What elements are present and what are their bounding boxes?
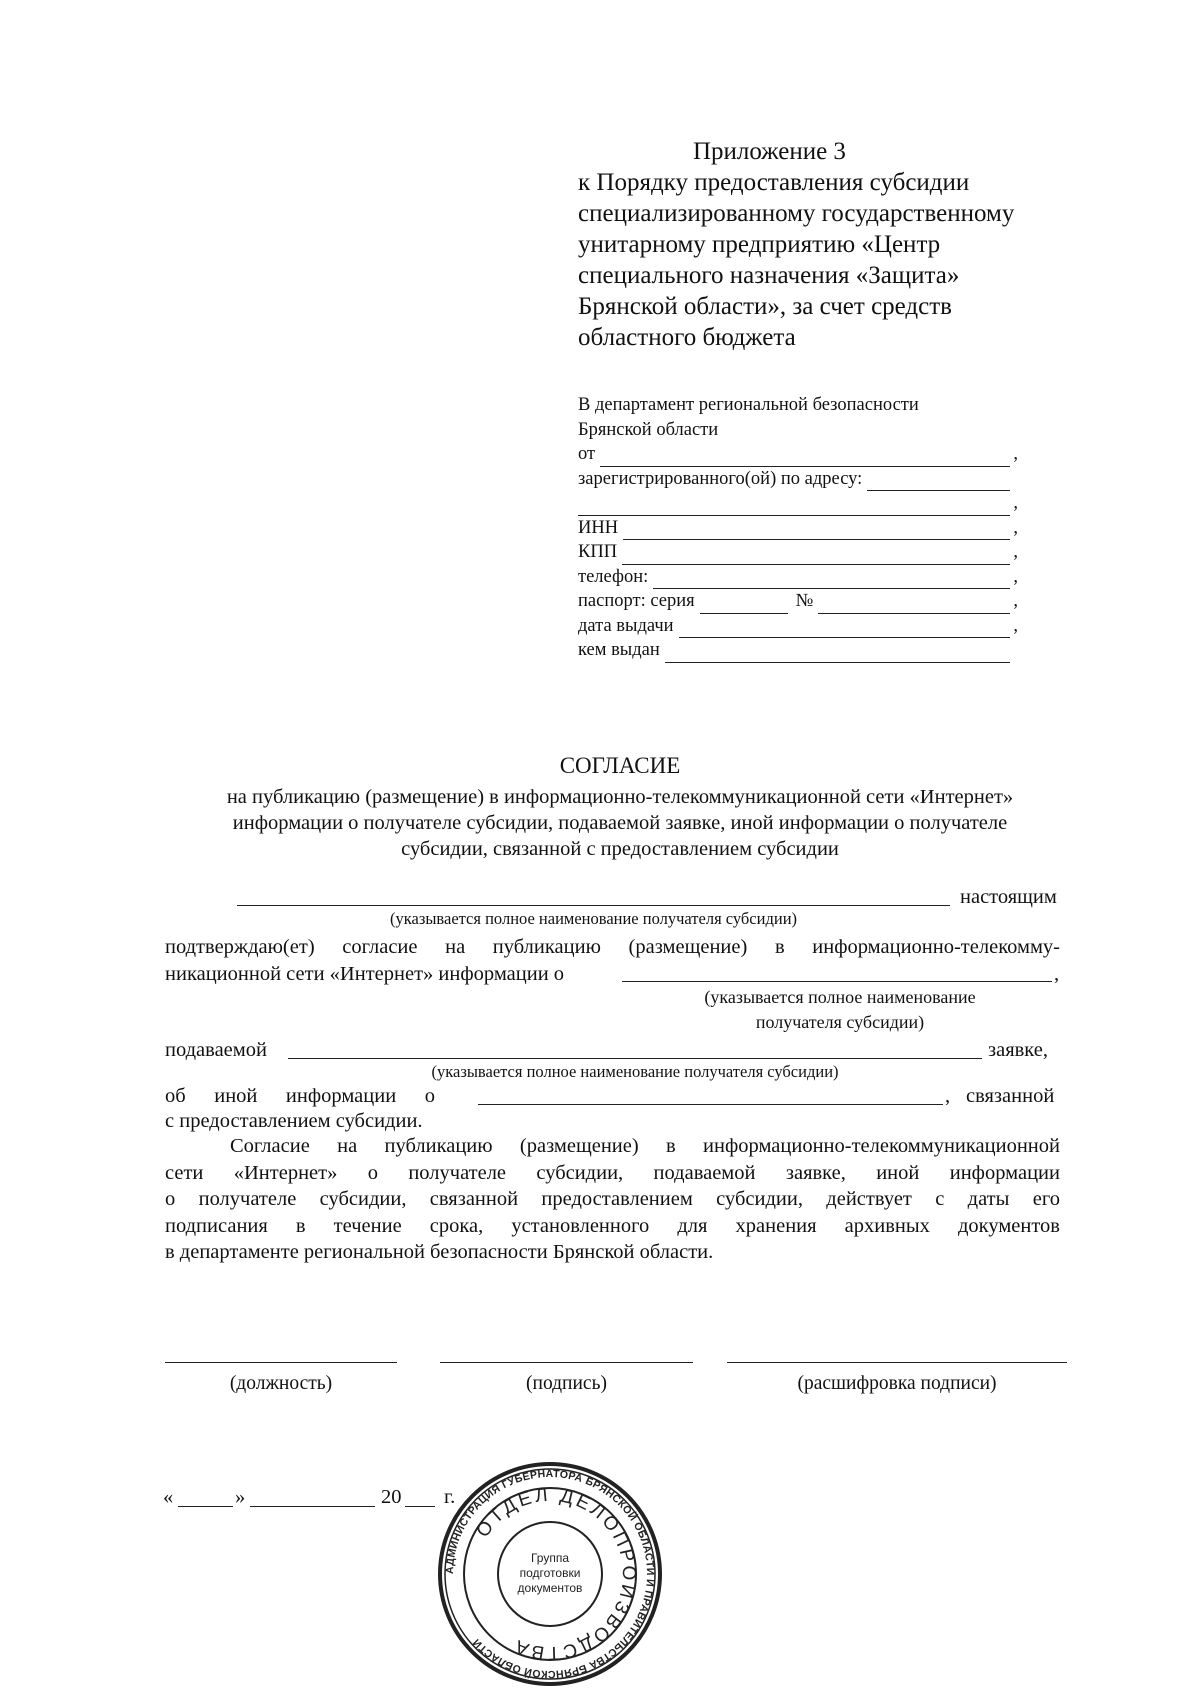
submitted-label: подаваемой xyxy=(165,1039,267,1061)
with-grant-label: с предоставлением субсидии. xyxy=(165,1110,423,1132)
annex-line: специализированному государственному xyxy=(578,200,1015,227)
other-info-label: об иной информации о xyxy=(165,1085,435,1107)
application-field[interactable] xyxy=(288,1058,982,1059)
date-open-quote: « xyxy=(163,1486,174,1508)
document-title: СОГЛАСИЕ xyxy=(559,753,681,778)
confirm-line-2: никационной сети «Интернет» информации о xyxy=(165,963,565,985)
passport-series-field[interactable] xyxy=(700,596,788,614)
stamp-ring-text: ОТДЕЛ ДЕЛОПРОИЗВОДСТВА xyxy=(472,1484,640,1664)
comma: , xyxy=(945,1085,951,1107)
annex-line: унитарному предприятию «Центр xyxy=(578,231,941,258)
address-field[interactable] xyxy=(867,473,1010,491)
annex-line: Брянской области», за счет средств xyxy=(578,293,952,320)
application-hint: (указывается полное наименование получателя субсидии) xyxy=(431,1062,839,1081)
signature-decoding-label: (расшифровка подписи) xyxy=(797,1373,997,1394)
info-recipient-field[interactable] xyxy=(622,981,1052,982)
annex-heading xyxy=(578,136,1178,353)
annex-line: Приложение 3 xyxy=(693,138,846,165)
consent-paragraph xyxy=(165,1133,1060,1266)
other-info-field[interactable] xyxy=(478,1104,943,1105)
address-row-2: , xyxy=(578,491,1018,516)
phone-field[interactable] xyxy=(653,571,1010,589)
recipient-name-hint: (указывается полное наименование получателя субсидии) xyxy=(389,909,798,928)
date-month-field[interactable] xyxy=(250,1506,375,1507)
date-day-field[interactable] xyxy=(178,1506,233,1507)
subtitle-line: информации о получателе субсидии, подаваемой заявке, иной информации о получателе xyxy=(232,812,1008,834)
paragraph-line: в департаменте региональной безопасности Брянской области. xyxy=(165,1241,714,1263)
annex-line: к Порядку предоставления субсидии xyxy=(578,169,970,196)
date-year-prefix: 20 xyxy=(381,1486,402,1508)
info-recipient-hint-b: получателя субсидии) xyxy=(755,1012,925,1032)
addressee-line: В департамент региональной безопасности xyxy=(578,395,919,415)
paragraph-line: о получателе субсидии, связанной предоставлением субсидии, действует с даты его xyxy=(165,1188,1060,1210)
date-year-suffix: г. xyxy=(444,1486,456,1508)
addressee-line: Брянской области xyxy=(578,419,719,440)
stamp-outer-text: АДМИНИСТРАЦИЯ ГУБЕРНАТОРА БРЯНСКОЙ ОБЛАСТИ И ПРАВИТЕЛЬСТВА БРЯНСКОЙ ОБЛАСТИ xyxy=(443,1467,657,1681)
inn-field[interactable] xyxy=(623,522,1010,540)
info-recipient-hint-a: (указывается полное наименование xyxy=(704,987,976,1007)
stamp-center-line: подготовки xyxy=(519,1566,581,1580)
paragraph-line: сети «Интернет» о получателе субсидии, подаваемой заявке, иной информации xyxy=(165,1161,1060,1184)
from-row: от , xyxy=(578,442,1018,467)
stamp-center-line: Группа xyxy=(530,1551,570,1565)
address-field-2[interactable] xyxy=(578,498,1010,516)
position-label: (должность) xyxy=(229,1373,333,1394)
signature-decoding-field[interactable] xyxy=(727,1362,1067,1363)
passport-row: паспорт: серия № , xyxy=(578,589,1018,614)
annex-line: специального назначения «Защита» xyxy=(578,262,960,289)
comma: , xyxy=(1054,963,1060,985)
issued-by-field[interactable] xyxy=(665,645,1010,663)
paragraph-line: подписания в течение срока, установленного для хранения архивных документов xyxy=(165,1214,1060,1237)
address-row: зарегистрированного(ой) по адресу: xyxy=(578,467,1018,492)
application-label: заявке, xyxy=(988,1039,1048,1061)
hereby-label: настоящим xyxy=(960,886,1057,908)
phone-row: телефон: , xyxy=(578,565,1018,590)
office-stamp xyxy=(436,1460,664,1688)
date-year-field[interactable] xyxy=(405,1506,435,1507)
issued-by-row: кем выдан xyxy=(578,638,1018,663)
issue-date-row: дата выдачи , xyxy=(578,614,1018,639)
signature-label: (подпись) xyxy=(526,1373,607,1394)
issue-date-field[interactable] xyxy=(679,620,1010,638)
document-subtitle xyxy=(160,784,1080,862)
position-field[interactable] xyxy=(165,1362,397,1363)
addressee-block xyxy=(578,393,1018,663)
subtitle-line: на публикацию (размещение) в информационно-телекоммуникационной сети «Интернет» xyxy=(226,786,1014,808)
kpp-field[interactable] xyxy=(622,547,1010,565)
signature-field[interactable] xyxy=(440,1362,693,1363)
recipient-name-field[interactable] xyxy=(237,905,950,906)
confirm-line-1: подтверждаю(ет) согласие на публикацию (размещение) в информационно-телекомму- xyxy=(165,936,1060,958)
kpp-row: КПП , xyxy=(578,540,1018,565)
passport-number-field[interactable] xyxy=(818,596,1010,614)
subtitle-line: субсидии, связанной с предоставлением субсидии xyxy=(401,838,839,860)
stamp-center-line: документов xyxy=(517,1581,583,1595)
paragraph-line: Согласие на публикацию (размещение) в информационно-телекоммуникационной xyxy=(230,1135,1060,1157)
from-field[interactable] xyxy=(600,449,1010,467)
date-close-quote: » xyxy=(235,1486,246,1508)
inn-row: ИНН , xyxy=(578,516,1018,541)
annex-line: областного бюджета xyxy=(578,324,796,351)
related-label: связанной xyxy=(966,1085,1055,1107)
